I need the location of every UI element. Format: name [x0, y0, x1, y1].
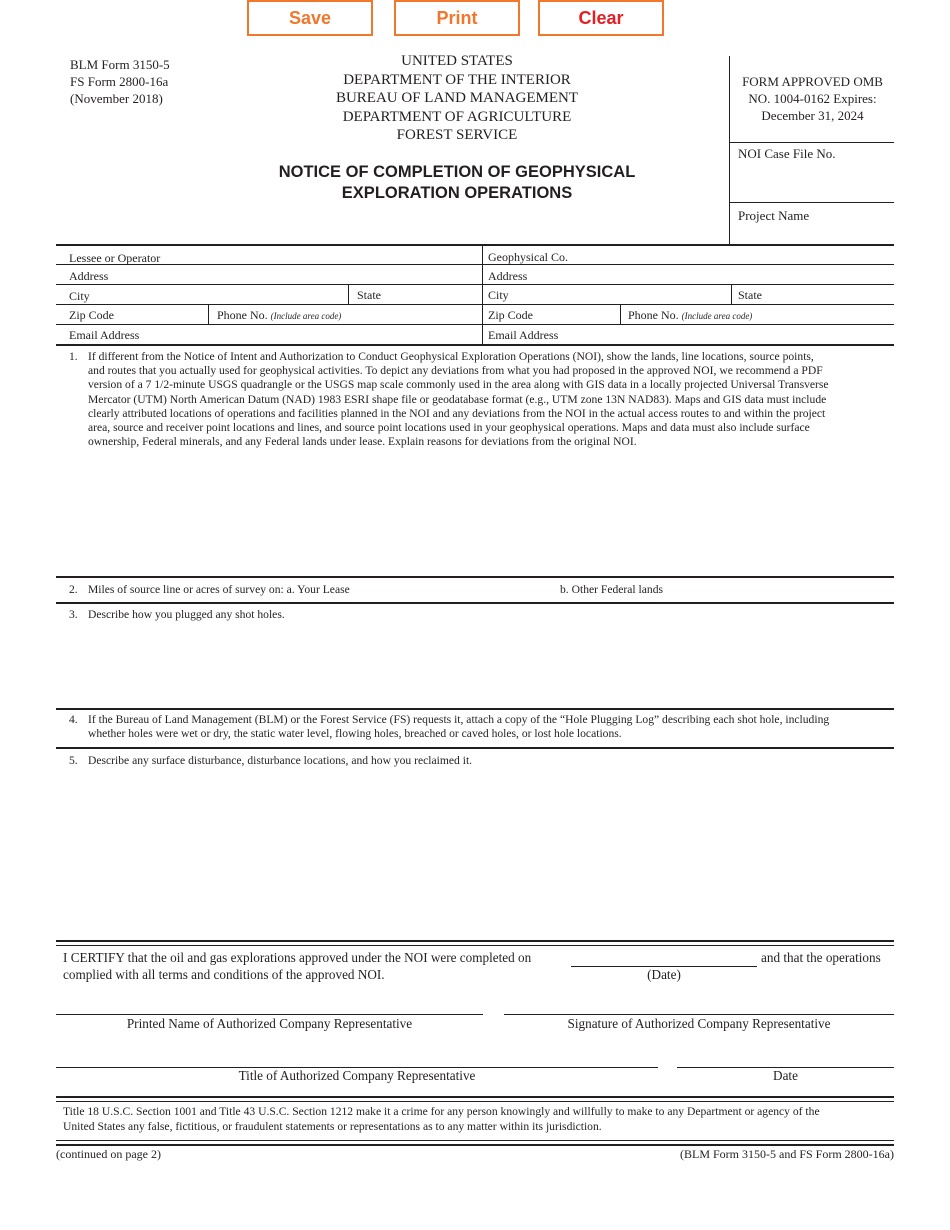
divider: [56, 244, 894, 246]
geo-city-field[interactable]: [520, 286, 729, 302]
geo-zip-field[interactable]: [540, 306, 618, 322]
column-divider: [208, 305, 209, 324]
item-number: 5.: [69, 754, 78, 767]
lessee-phone-field[interactable]: [350, 306, 480, 322]
email-label: Email Address: [69, 328, 140, 342]
legal-notice: [63, 1104, 893, 1134]
divider: [56, 304, 894, 305]
divider: [729, 202, 894, 203]
legal-line: Title 18 U.S.C. Section 1001 and Title 43 U.S.C. Section 1212 make it a crime for any person knowingly and willfully to make to any Department or agency of the: [63, 1105, 820, 1118]
lessee-email-field[interactable]: [150, 326, 480, 343]
fs-form-id: FS Form 2800-16a: [70, 74, 169, 89]
omb-approval: [731, 73, 894, 124]
form-date: (November 2018): [70, 91, 163, 106]
omb-line: FORM APPROVED OMB: [742, 74, 883, 89]
omb-line: December 31, 2024: [761, 108, 864, 123]
item-1-line: clearly attributed locations of operations and facilities planned in the NOI and any deviations from the NOI in the actual access routes to and within the project: [88, 406, 826, 420]
item-1-line: and routes that you actually used for geophysical activities. To depict any deviations from what you had proposed in the approved NOI, we recommend a PDF: [88, 364, 823, 378]
item-number: 2.: [69, 583, 78, 596]
lessee-label: Lessee or Operator: [69, 251, 161, 265]
lessee-address-field[interactable]: [120, 266, 480, 282]
signature-field[interactable]: [504, 994, 894, 1013]
omb-line: NO. 1004-0162 Expires:: [748, 91, 877, 106]
signature-line: [56, 1014, 483, 1015]
signature-date-field[interactable]: [677, 1047, 894, 1066]
form-identifiers: [70, 56, 170, 107]
save-button[interactable]: Save: [247, 0, 373, 36]
continued-note: (continued on page 2): [56, 1147, 161, 1161]
column-divider: [348, 285, 349, 304]
phone-hint: (Include area code): [681, 311, 753, 321]
divider: [56, 1096, 894, 1098]
agency-line: DEPARTMENT OF AGRICULTURE: [342, 108, 572, 125]
title-label: Title of Authorized Company Representative: [238, 1068, 476, 1083]
divider: [56, 1140, 894, 1141]
item-3-response-field[interactable]: [60, 626, 892, 706]
divider: [56, 1101, 894, 1102]
address-label: Address: [69, 269, 109, 283]
divider: [56, 747, 894, 749]
item-1-line: version of a 7 1/2-minute USGS quadrangle or the USGS map scale commonly used in the area along with GIS data in a locally projected Universal Transverse: [88, 378, 829, 392]
divider: [729, 142, 894, 143]
column-divider: [620, 305, 621, 324]
item-4-text: [88, 713, 898, 741]
date-caption: (Date): [647, 967, 681, 982]
lessee-state-field[interactable]: [392, 286, 480, 302]
phone-label: [217, 308, 341, 323]
divider: [56, 344, 894, 346]
phone-label: [628, 308, 752, 323]
divider: [56, 708, 894, 710]
zip-label: Zip Code: [69, 308, 114, 322]
divider: [56, 264, 894, 265]
title-field[interactable]: [56, 1047, 658, 1066]
lessee-city-field[interactable]: [100, 286, 346, 302]
item-1-line: If different from the Notice of Intent and Authorization to Conduct Geophysical Exploration Operations (NOI), show the lands, line locations, source points,: [88, 350, 814, 363]
divider: [56, 284, 894, 285]
header-right-divider: [729, 56, 730, 244]
state-label: State: [357, 288, 381, 302]
divider: [56, 945, 894, 946]
geo-email-field[interactable]: [570, 326, 893, 343]
agency-line: DEPARTMENT OF THE INTERIOR: [343, 71, 571, 88]
title-line: NOTICE OF COMPLETION OF GEOPHYSICAL: [278, 163, 636, 181]
phone-text: Phone No.: [217, 308, 268, 322]
legal-line: United States any false, fictitious, or fraudulent statements or representations as to any matter within its jurisdiction.: [63, 1120, 602, 1133]
email-label: Email Address: [488, 328, 559, 342]
divider: [56, 324, 894, 325]
other-federal-lands-field[interactable]: [674, 580, 892, 598]
item-3-text: Describe how you plugged any shot holes.: [88, 608, 285, 621]
certify-text: complied with all terms and conditions of the approved NOI.: [63, 967, 385, 982]
item-4-line: If the Bureau of Land Management (BLM) or the Forest Service (FS) requests it, attach a copy of the “Hole Plugging Log” describing each shot hole, including: [88, 713, 830, 726]
printed-name-label: Printed Name of Authorized Company Representative: [126, 1016, 413, 1031]
address-label: Address: [488, 269, 528, 283]
signature-label: Signature of Authorized Company Representative: [567, 1016, 831, 1031]
city-label: City: [488, 288, 509, 302]
signature-line: [504, 1014, 894, 1015]
agency-line: UNITED STATES: [401, 53, 513, 69]
item-5-text: Describe any surface disturbance, disturbance locations, and how you reclaimed it.: [88, 754, 473, 767]
print-button[interactable]: Print: [394, 0, 520, 36]
item-number: 1.: [69, 350, 78, 363]
agency-line: FOREST SERVICE: [396, 127, 518, 144]
item-2-a-label: Miles of source line or acres of survey on: a. Your Lease: [88, 583, 350, 596]
lessee-zip-field[interactable]: [125, 306, 206, 322]
completion-date-field[interactable]: [571, 948, 757, 966]
divider: [56, 602, 894, 604]
city-label: City: [69, 289, 90, 303]
title-line: EXPLORATION OPERATIONS: [341, 184, 573, 202]
lessee-field[interactable]: [170, 247, 480, 263]
item-number: 3.: [69, 608, 78, 621]
column-divider: [482, 245, 483, 345]
phone-text: Phone No.: [628, 308, 679, 322]
agency-line: BUREAU OF LAND MANAGEMENT: [335, 90, 579, 107]
clear-button[interactable]: Clear: [538, 0, 664, 36]
column-divider: [731, 285, 732, 304]
divider: [56, 1144, 894, 1146]
geo-state-field[interactable]: [772, 286, 893, 302]
geo-co-field[interactable]: [575, 247, 893, 263]
blm-form-id: BLM Form 3150-5: [70, 57, 170, 72]
item-1-line: ownership, Federal minerals, and any Federal lands under lease. Explain reasons for deviations from the original NOI.: [88, 435, 637, 449]
divider: [56, 940, 894, 942]
item-1-text: [88, 350, 898, 449]
item-5-response-field[interactable]: [60, 772, 892, 936]
agency-block: [287, 52, 627, 145]
geo-co-label: Geophysical Co.: [488, 250, 568, 264]
form-reference: (BLM Form 3150-5 and FS Form 2800-16a): [680, 1147, 894, 1161]
date-label: Date: [773, 1068, 798, 1083]
phone-hint: (Include area code): [270, 311, 342, 321]
geo-address-field[interactable]: [540, 266, 893, 282]
zip-label: Zip Code: [488, 308, 533, 322]
certify-text: I CERTIFY that the oil and gas explorations approved under the NOI were completed on: [63, 950, 532, 965]
noi-case-field[interactable]: [731, 163, 894, 201]
item-1-line: Mercator (UTM) North American Datum (NAD) 1983 ESRI shape file or geodatabase format (e.g., UTM zone 13N NAD83). Maps and GIS data must include: [88, 392, 827, 406]
item-1-line: area, source and receiver point locations and lines, and source point locations used in your geophysical operations. Maps and data must also include surface: [88, 421, 810, 435]
project-name-label: Project Name: [738, 208, 810, 223]
item-2-b-label: b. Other Federal lands: [560, 583, 664, 596]
project-name-field[interactable]: [731, 224, 894, 243]
geo-phone-field[interactable]: [760, 306, 893, 322]
item-4-line: whether holes were wet or dry, the static water level, flowing holes, breached or caved holes, or lost hole locations.: [88, 727, 622, 741]
noi-case-label: NOI Case File No.: [738, 146, 836, 161]
your-lease-field[interactable]: [372, 580, 552, 598]
divider: [56, 576, 894, 578]
page-title: [237, 162, 677, 204]
certify-text-end: and that the operations: [761, 950, 881, 965]
state-label: State: [738, 288, 762, 302]
item-number: 4.: [69, 713, 78, 726]
printed-name-field[interactable]: [56, 994, 483, 1013]
item-1-response-field[interactable]: [60, 452, 892, 574]
